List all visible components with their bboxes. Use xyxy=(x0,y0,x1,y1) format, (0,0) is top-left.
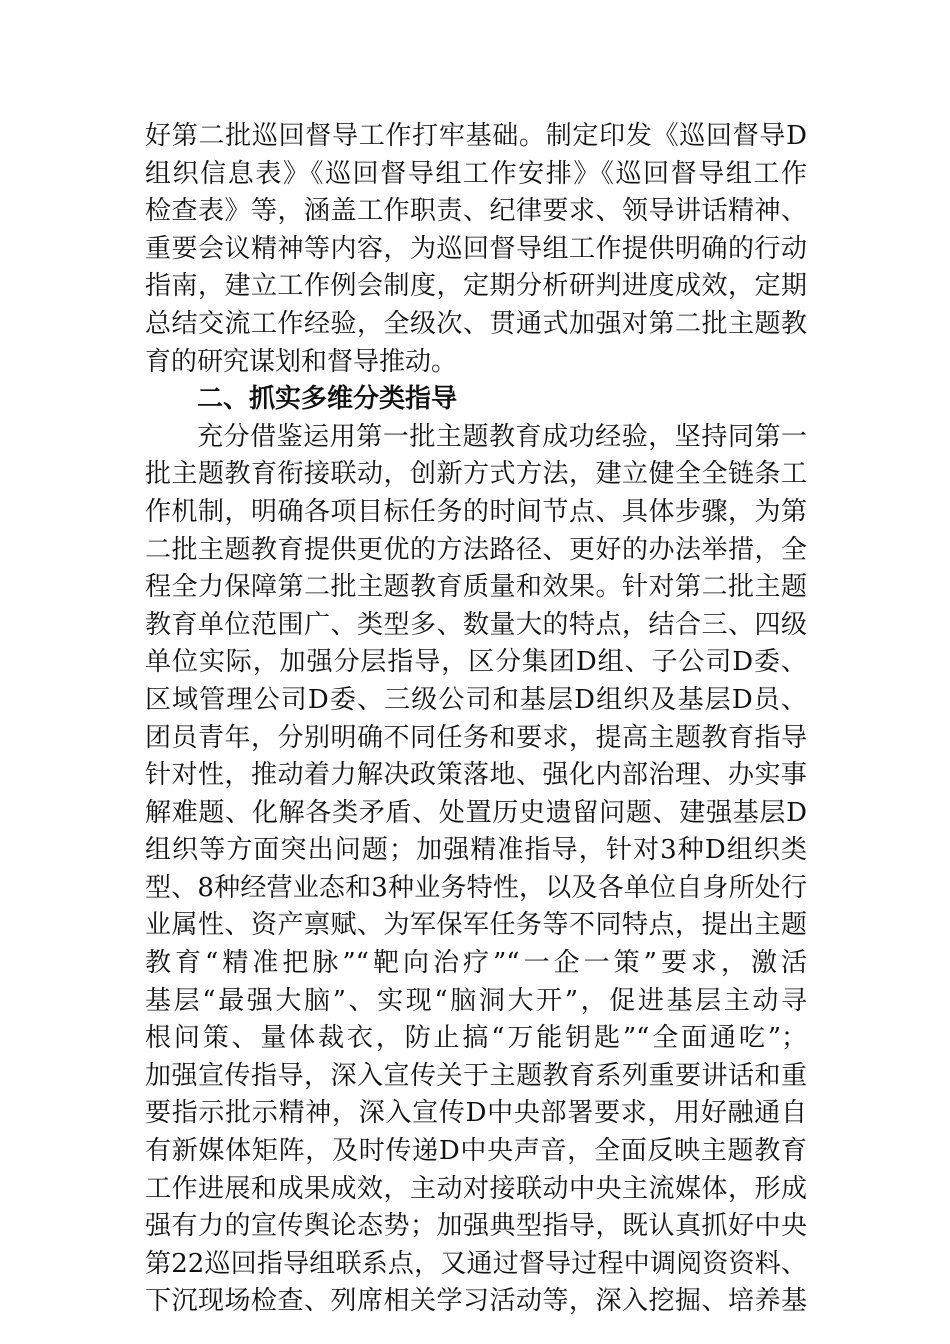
paragraph-2-line: 有新媒体矩阵，及时传递D中央声音，全面反映主题教育 xyxy=(145,1136,807,1167)
paragraph-2-line: 单位实际，加强分层指导，区分集团D组、子公司D委、 xyxy=(145,647,807,678)
paragraph-2-line: 要指示批示精神，深入宣传D中央部署要求，用好融通自 xyxy=(145,1098,807,1129)
paragraph-2-line: 业属性、资产禀赋、为军保军任务等不同特点，提出主题 xyxy=(145,910,807,941)
paragraph-2-line: 教育“精准把脉”“靶向治疗”“一企一策”要求，激活 xyxy=(145,948,807,979)
paragraph-2-line: 根问策、量体裁衣，防止搞“万能钥匙”“全面通吃”； xyxy=(145,1023,807,1054)
paragraph-1-line: 检查表》等，涵盖工作职责、纪律要求、领导讲话精神、 xyxy=(145,196,807,227)
paragraph-2-line: 充分借鉴运用第一批主题教育成功经验，坚持同第一 xyxy=(197,421,807,452)
paragraph-2-line: 基层“最强大脑”、实现“脑洞大开”，促进基层主动寻 xyxy=(145,985,807,1016)
paragraph-1-line: 重要会议精神等内容，为巡回督导组工作提供明确的行动 xyxy=(145,233,807,264)
paragraph-2-line: 型、8种经营业态和3种业务特性，以及各单位自身所处行 xyxy=(145,872,807,903)
paragraph-2-line: 批主题教育衔接联动，创新方式方法，建立健全全链条工 xyxy=(145,459,807,490)
paragraph-1-line: 育的研究谋划和督导推动。 xyxy=(145,346,458,377)
paragraph-1-line: 总结交流工作经验，全级次、贯通式加强对第二批主题教 xyxy=(145,308,807,339)
paragraph-2-line: 加强宣传指导，深入宣传关于主题教育系列重要讲话和重 xyxy=(145,1060,807,1091)
paragraph-2-line: 针对性，推动着力解决政策落地、强化内部治理、办实事 xyxy=(145,760,807,791)
paragraph-2-line: 团员青年，分别明确不同任务和要求，提高主题教育指导 xyxy=(145,722,807,753)
paragraph-2-line: 区域管理公司D委、三级公司和基层D组织及基层D员、 xyxy=(145,684,807,715)
document-body xyxy=(145,118,807,1321)
paragraph-2-line: 二批主题教育提供更优的方法路径、更好的办法举措，全 xyxy=(145,534,807,565)
paragraph-1-line: 组织信息表》《巡回督导组工作安排》《巡回督导组工作 xyxy=(145,158,807,189)
paragraph-1-line: 好第二批巡回督导工作打牢基础。制定印发《巡回督导D xyxy=(145,121,807,151)
paragraph-1-line: 指南，建立工作例会制度，定期分析研判进度成效，定期 xyxy=(145,271,807,302)
paragraph-2-line: 工作进展和成果成效，主动对接联动中央主流媒体，形成 xyxy=(145,1173,807,1204)
paragraph-2-line: 教育单位范围广、类型多、数量大的特点，结合三、四级 xyxy=(145,609,807,640)
paragraph-2-line: 解难题、化解各类矛盾、处置历史遗留问题、建强基层D xyxy=(145,797,807,828)
paragraph-2-line: 下沉现场检查、列席相关学习活动等，深入挖掘、培养基 xyxy=(145,1286,807,1317)
paragraph-2-line: 组织等方面突出问题；加强精准指导，针对3种D组织类 xyxy=(145,835,807,866)
paragraph-2-line: 强有力的宣传舆论态势；加强典型指导，既认真抓好中央 xyxy=(145,1211,807,1242)
paragraph-2-line: 第22巡回指导组联系点，又通过督导过程中调阅资资料、 xyxy=(145,1248,807,1279)
paragraph-2-line: 作机制，明确各项目标任务的时间节点、具体步骤，为第 xyxy=(145,496,807,527)
section-heading: 二、抓实多维分类指导 xyxy=(197,384,458,415)
paragraph-2-line: 程全力保障第二批主题教育质量和效果。针对第二批主题 xyxy=(145,572,807,603)
